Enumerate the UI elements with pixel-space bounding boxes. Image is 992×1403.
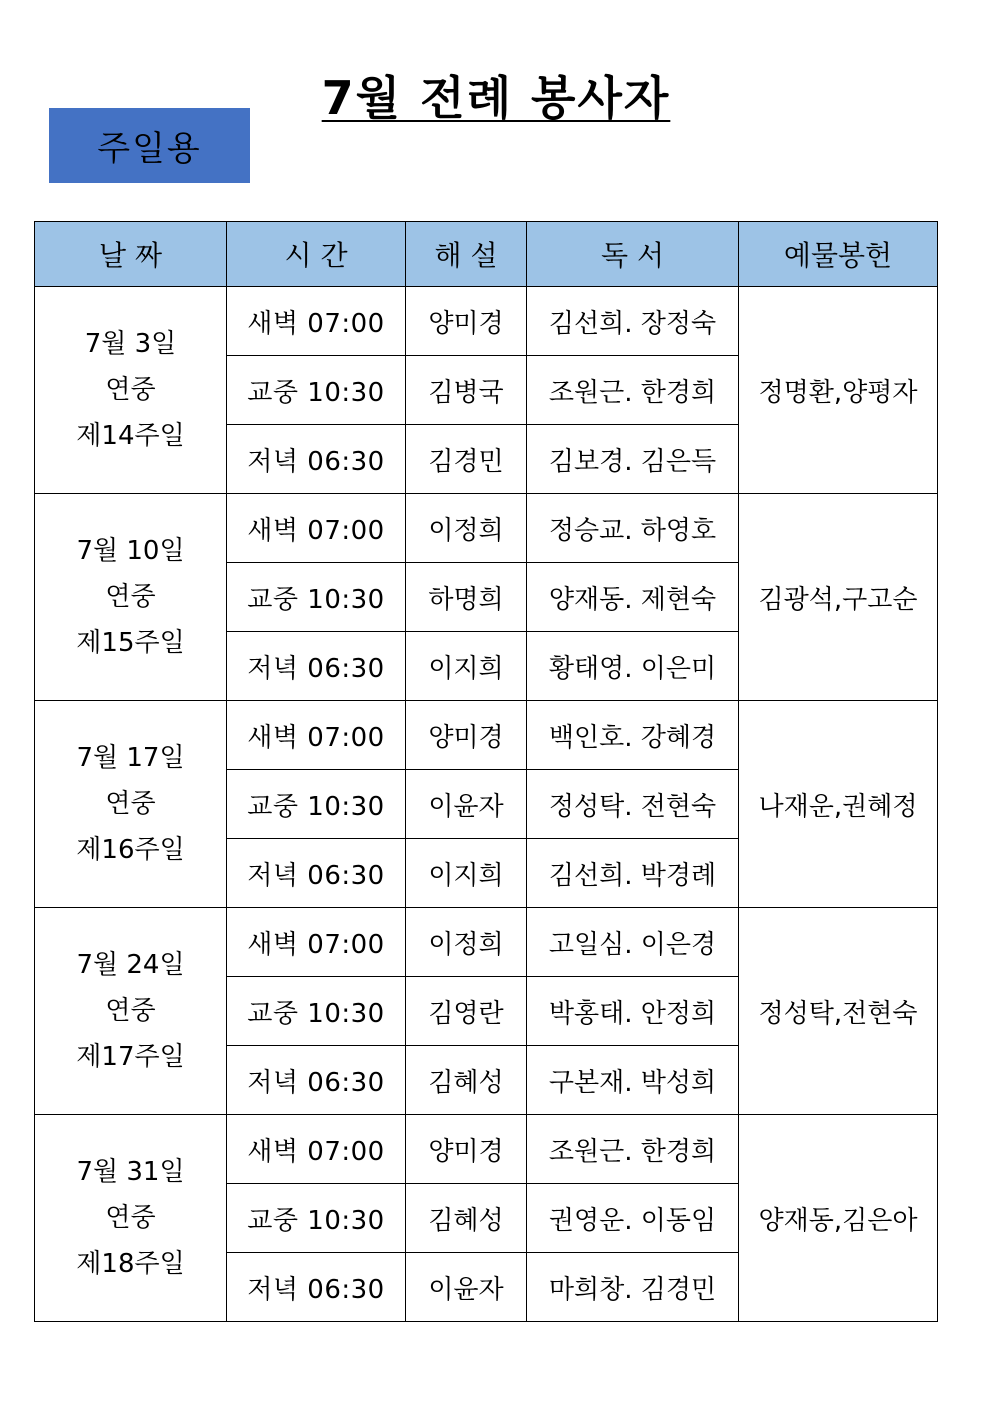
readers-cell: 백인호. 강혜경 xyxy=(527,701,739,770)
commentator-cell: 이윤자 xyxy=(406,770,527,839)
commentator-cell: 김혜성 xyxy=(406,1184,527,1253)
date-label: 7월 17일 xyxy=(76,743,185,773)
offertory-cell: 정명환,양평자 xyxy=(739,287,938,494)
header-offertory: 예물봉헌 xyxy=(739,222,938,287)
season-label: 연중 xyxy=(105,789,156,819)
offertory-cell: 김광석,구고순 xyxy=(739,494,938,701)
time-cell: 새벽 07:00 xyxy=(227,908,406,977)
readers-cell: 박홍태. 안정희 xyxy=(527,977,739,1046)
time-cell: 교중 10:30 xyxy=(227,1184,406,1253)
readers-cell: 김선희. 장정숙 xyxy=(527,287,739,356)
season-label: 연중 xyxy=(105,996,156,1026)
date-cell xyxy=(35,287,227,494)
time-cell: 새벽 07:00 xyxy=(227,1115,406,1184)
readers-cell: 양재동. 제현숙 xyxy=(527,563,739,632)
time-cell: 저녁 06:30 xyxy=(227,839,406,908)
time-cell: 교중 10:30 xyxy=(227,770,406,839)
time-cell: 저녁 06:30 xyxy=(227,1253,406,1322)
season-label: 연중 xyxy=(105,582,156,612)
time-cell: 새벽 07:00 xyxy=(227,701,406,770)
table-row xyxy=(35,908,938,977)
header-commentary: 해 설 xyxy=(406,222,527,287)
commentator-cell: 하명희 xyxy=(406,563,527,632)
header-time: 시 간 xyxy=(227,222,406,287)
table-row xyxy=(35,701,938,770)
readers-cell: 고일심. 이은경 xyxy=(527,908,739,977)
commentator-cell: 이정희 xyxy=(406,908,527,977)
offertory-cell: 나재운,권혜정 xyxy=(739,701,938,908)
commentator-cell: 이정희 xyxy=(406,494,527,563)
commentator-cell: 양미경 xyxy=(406,287,527,356)
commentator-cell: 김영란 xyxy=(406,977,527,1046)
commentator-cell: 양미경 xyxy=(406,1115,527,1184)
date-label: 7월 31일 xyxy=(76,1157,185,1187)
time-cell: 교중 10:30 xyxy=(227,356,406,425)
week-label: 제16주일 xyxy=(76,835,185,865)
readers-cell: 마희창. 김경민 xyxy=(527,1253,739,1322)
table-row xyxy=(35,287,938,356)
schedule-table xyxy=(34,221,938,1322)
date-label: 7월 3일 xyxy=(84,329,177,359)
sunday-badge: 주일용 xyxy=(49,108,250,183)
date-cell xyxy=(35,1115,227,1322)
date-label: 7월 10일 xyxy=(76,536,185,566)
week-label: 제15주일 xyxy=(76,628,185,658)
offertory-cell: 양재동,김은아 xyxy=(739,1115,938,1322)
time-cell: 교중 10:30 xyxy=(227,977,406,1046)
week-label: 제17주일 xyxy=(76,1042,185,1072)
time-cell: 저녁 06:30 xyxy=(227,425,406,494)
readers-cell: 권영운. 이동임 xyxy=(527,1184,739,1253)
commentator-cell: 이윤자 xyxy=(406,1253,527,1322)
commentator-cell: 양미경 xyxy=(406,701,527,770)
readers-cell: 황태영. 이은미 xyxy=(527,632,739,701)
date-cell xyxy=(35,494,227,701)
date-cell xyxy=(35,701,227,908)
readers-cell: 조원근. 한경희 xyxy=(527,1115,739,1184)
commentator-cell: 이지희 xyxy=(406,632,527,701)
date-label: 7월 24일 xyxy=(76,950,185,980)
week-label: 제18주일 xyxy=(76,1249,185,1279)
header-row xyxy=(35,222,938,287)
readers-cell: 김선희. 박경례 xyxy=(527,839,739,908)
table-row xyxy=(35,494,938,563)
offertory-cell: 정성탁,전현숙 xyxy=(739,908,938,1115)
readers-cell: 정성탁. 전현숙 xyxy=(527,770,739,839)
commentator-cell: 김혜성 xyxy=(406,1046,527,1115)
date-cell xyxy=(35,908,227,1115)
commentator-cell: 이지희 xyxy=(406,839,527,908)
readers-cell: 조원근. 한경희 xyxy=(527,356,739,425)
season-label: 연중 xyxy=(105,375,156,405)
week-label: 제14주일 xyxy=(76,421,185,451)
readers-cell: 구본재. 박성희 xyxy=(527,1046,739,1115)
header-reading: 독 서 xyxy=(527,222,739,287)
header-date: 날 짜 xyxy=(35,222,227,287)
time-cell: 저녁 06:30 xyxy=(227,632,406,701)
readers-cell: 김보경. 김은득 xyxy=(527,425,739,494)
schedule-body xyxy=(35,287,938,1322)
commentator-cell: 김병국 xyxy=(406,356,527,425)
commentator-cell: 김경민 xyxy=(406,425,527,494)
time-cell: 교중 10:30 xyxy=(227,563,406,632)
time-cell: 새벽 07:00 xyxy=(227,494,406,563)
time-cell: 새벽 07:00 xyxy=(227,287,406,356)
readers-cell: 정승교. 하영호 xyxy=(527,494,739,563)
table-row xyxy=(35,1115,938,1184)
page-title: 7월 전례 봉사자 xyxy=(321,71,671,125)
time-cell: 저녁 06:30 xyxy=(227,1046,406,1115)
season-label: 연중 xyxy=(105,1203,156,1233)
